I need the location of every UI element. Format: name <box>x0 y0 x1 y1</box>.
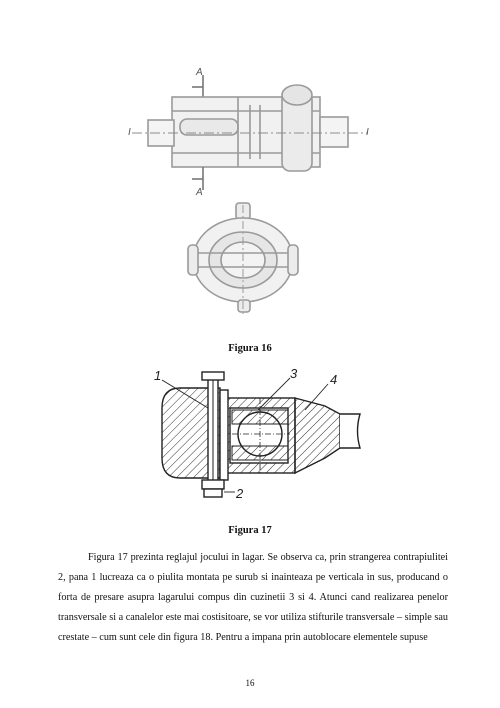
section-label-a-top: A <box>196 67 203 78</box>
figure-17-drawing <box>150 368 370 508</box>
figure-16-caption: Figura 16 <box>228 343 272 354</box>
figure-17-caption: Figura 17 <box>228 525 272 536</box>
axis-label-left: I <box>128 127 131 138</box>
part-label-2: 2 <box>236 486 244 501</box>
part-label-4: 4 <box>330 372 338 387</box>
figure-17-bearing-section <box>162 372 360 497</box>
figure-16-side-view <box>132 75 368 190</box>
body-text <box>58 548 448 648</box>
part-label-3: 3 <box>290 368 298 381</box>
axis-label-right: I <box>366 127 369 138</box>
page-number: 16 <box>245 678 255 688</box>
figure-16-section-view <box>188 203 298 317</box>
paragraph: Figura 17 prezinta reglajul jocului in lagar. Se observa ca, prin strangerea contrapiulitei 2, pana 1 lucreaza ca o piulita montata pe surub si inainteaza pe verticala in sus, producand o forta de presare asupra lagarului compus din cuzinetii 3 si 4. Atunci cand realizarea penelor transversale si a canalelor este mai costisitoare, se vor utiliza stifturile transversale – simple sau crestate – cum sunt cele din figura 18. Pentru a impana prin autoblocare elementele supuse <box>58 552 448 643</box>
section-label-a-bottom: A <box>196 187 203 198</box>
figure-16-drawing <box>110 55 390 320</box>
part-label-1: 1 <box>154 368 162 383</box>
